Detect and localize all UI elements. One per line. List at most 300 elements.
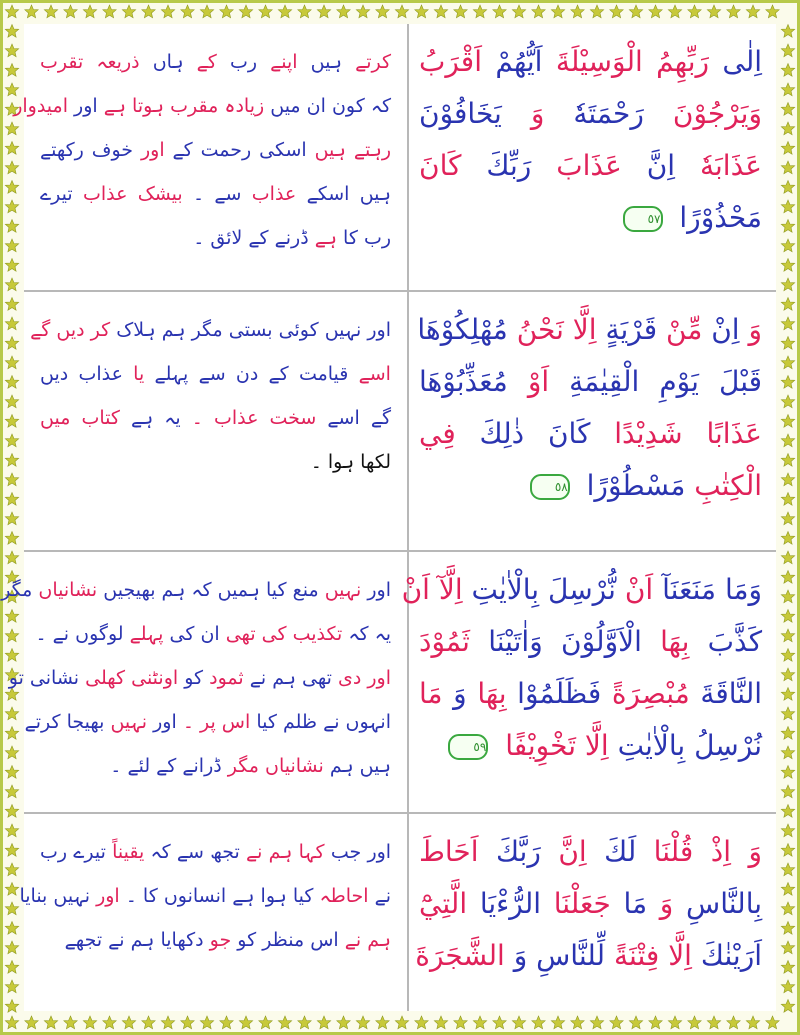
star-icon	[278, 5, 291, 18]
star-icon	[239, 5, 252, 18]
star-icon	[590, 5, 603, 18]
arabic-line	[419, 460, 762, 512]
arabic-line	[419, 304, 762, 356]
star-icon	[239, 1016, 252, 1029]
star-icon	[707, 1016, 720, 1029]
star-icon	[5, 239, 18, 252]
urdu-word: یا	[133, 363, 145, 385]
urdu-word: اس پر ۔	[182, 711, 251, 733]
urdu-word: میں	[40, 407, 71, 429]
star-icon	[5, 512, 18, 525]
urdu-word: اسکے	[306, 183, 350, 205]
star-icon	[781, 83, 794, 96]
arabic-word: النَّاقَةَ	[700, 677, 763, 710]
urdu-line	[40, 440, 391, 484]
star-icon	[629, 5, 642, 18]
urdu-word: احاطہ	[319, 885, 369, 907]
urdu-word: کے	[248, 227, 269, 249]
star-icon	[5, 200, 18, 213]
star-icon	[781, 668, 794, 681]
star-icon	[103, 5, 116, 18]
urdu-word: ہم	[367, 929, 391, 951]
urdu-word: نے	[245, 841, 263, 863]
star-icon	[781, 395, 794, 408]
star-icon	[5, 376, 18, 389]
urdu-word: اور	[367, 667, 391, 689]
star-icon	[781, 103, 794, 116]
star-icon	[781, 454, 794, 467]
arabic-word: الْقِيٰمَةِ	[569, 365, 640, 398]
star-icon	[5, 844, 18, 857]
star-icon	[298, 1016, 311, 1029]
urdu-word: تو	[8, 667, 24, 689]
urdu-word: اور	[140, 139, 165, 161]
star-icon	[781, 707, 794, 720]
urdu-word: ہیں	[314, 139, 346, 161]
urdu-word: ہم	[268, 841, 293, 863]
arabic-word: بِالْاٰيٰتِ	[617, 729, 686, 762]
urdu-word: بیشک	[137, 183, 183, 205]
arabic-word: مَنَعَنَآ	[662, 573, 717, 606]
star-icon	[83, 5, 96, 18]
star-icon	[5, 395, 18, 408]
star-icon	[5, 902, 18, 915]
star-icon	[781, 980, 794, 993]
urdu-line	[19, 874, 391, 918]
arabic-word: وَ	[748, 313, 762, 346]
urdu-word: ڈرنے	[274, 227, 309, 249]
urdu-word: لوگوں	[75, 623, 124, 645]
urdu-word: ہیں	[359, 183, 392, 205]
star-icon	[5, 766, 18, 779]
star-icon	[781, 922, 794, 935]
arabic-word: اِلَّآ	[438, 573, 463, 606]
urdu-word: تکذیب	[292, 623, 343, 645]
urdu-word: لکھا	[360, 451, 391, 473]
urdu-word: سے	[198, 363, 226, 385]
urdu-word: رب	[229, 51, 258, 73]
star-icon	[317, 1016, 330, 1029]
star-icon	[415, 5, 428, 18]
urdu-word: کہا	[298, 841, 325, 863]
urdu-word: ان	[306, 95, 326, 117]
arabic-word: اِذْ	[710, 835, 731, 868]
star-icon	[781, 883, 794, 896]
urdu-word: نے ۔	[35, 623, 70, 645]
urdu-word: اور	[367, 841, 392, 863]
star-icon	[25, 1016, 38, 1029]
urdu-line	[1, 568, 391, 612]
arabic-word: اِنَّ	[558, 835, 587, 868]
urdu-word: اپنے	[270, 51, 298, 73]
urdu-word: کی	[261, 623, 287, 645]
urdu-word: ہوتا ہے	[103, 95, 165, 117]
arabic-line	[419, 88, 762, 140]
star-icon	[473, 1016, 486, 1029]
urdu-word: ہیں	[310, 51, 342, 73]
urdu-line	[40, 918, 391, 962]
urdu-word: رب	[363, 227, 391, 249]
arabic-word: مَا	[419, 677, 443, 710]
arabic-line	[419, 616, 762, 668]
star-icon	[512, 5, 525, 18]
urdu-word: تقرب	[40, 51, 84, 73]
arabic-word: كَانَ	[547, 417, 591, 450]
star-icon	[103, 1016, 116, 1029]
urdu-word: کا	[343, 227, 358, 249]
arabic-word: رَبِّهِمُ	[656, 45, 710, 78]
urdu-word: قیامت	[298, 363, 349, 385]
urdu-line	[40, 744, 391, 788]
urdu-word: تیرے	[40, 183, 73, 205]
urdu-word: ہم	[130, 929, 155, 951]
urdu-word: ذریعہ	[96, 51, 140, 73]
urdu-word: رہتے	[353, 139, 392, 161]
star-icon	[298, 5, 311, 18]
urdu-word: یہ	[374, 623, 391, 645]
urdu-word: سے	[176, 841, 204, 863]
star-icon	[317, 5, 330, 18]
arabic-verse-cell	[401, 552, 776, 812]
arabic-word: قَبْلَ	[718, 365, 763, 398]
star-icon	[707, 5, 720, 18]
verse-table	[1, 24, 776, 1011]
urdu-word: کہ	[370, 95, 391, 117]
arabic-word: اَنْ	[401, 573, 430, 606]
star-icon	[5, 941, 18, 954]
star-icon	[83, 1016, 96, 1029]
urdu-word: پہلے	[129, 623, 164, 645]
ayah-number-ornament-icon: ٥٩	[448, 734, 488, 760]
urdu-word: کہ	[348, 623, 369, 645]
star-icon	[649, 5, 662, 18]
star-icon	[781, 25, 794, 38]
star-icon	[5, 863, 18, 876]
arabic-word: ثَمُوْدَ	[419, 625, 470, 658]
star-icon	[781, 844, 794, 857]
star-icon	[64, 5, 77, 18]
arabic-word: اِنَّ	[646, 149, 676, 182]
star-icon	[5, 727, 18, 740]
urdu-word: کرتے	[355, 51, 392, 73]
urdu-word: امیدوار	[13, 95, 68, 117]
star-icon	[590, 1016, 603, 1029]
star-icon	[781, 142, 794, 155]
urdu-word: کے	[172, 139, 193, 161]
star-icon	[5, 259, 18, 272]
urdu-word: کہ	[191, 579, 212, 601]
urdu-word: دی	[337, 667, 362, 689]
urdu-word: کتاب	[81, 407, 120, 429]
urdu-word: دکھایا	[160, 929, 204, 951]
arabic-line	[419, 668, 762, 720]
star-icon	[5, 415, 18, 428]
arabic-word: اِلَّا	[572, 313, 597, 346]
urdu-line	[40, 216, 391, 260]
arabic-word: ذٰلِكَ	[479, 417, 525, 450]
star-icon	[220, 5, 233, 18]
star-icon	[5, 142, 18, 155]
urdu-word: اور	[153, 711, 177, 733]
arabic-word: عَذَابًا	[706, 417, 762, 450]
urdu-word: ہم	[161, 319, 186, 341]
ayah-number-ornament-icon: ٥٨	[530, 474, 570, 500]
urdu-word: کو	[237, 929, 257, 951]
star-icon	[181, 5, 194, 18]
star-icon	[781, 766, 794, 779]
urdu-word: ہوا ۔	[310, 451, 355, 473]
arabic-word: وَ	[453, 677, 467, 710]
star-icon	[610, 5, 623, 18]
star-icon	[395, 5, 408, 18]
star-icon	[122, 5, 135, 18]
star-icon	[5, 298, 18, 311]
urdu-word: عذاب	[82, 183, 128, 205]
star-icon	[44, 5, 57, 18]
star-icon	[781, 122, 794, 135]
urdu-word: ہیں	[359, 755, 391, 777]
urdu-word: دیں	[40, 363, 69, 385]
urdu-word: رکھتے	[40, 139, 84, 161]
arabic-word: يَوْمِ	[659, 365, 699, 398]
urdu-word: مگر	[227, 755, 259, 777]
urdu-word: ہم	[272, 667, 296, 689]
urdu-word: رب	[40, 841, 68, 863]
arabic-verse-cell	[409, 24, 776, 290]
star-icon	[781, 629, 794, 642]
urdu-line	[40, 40, 391, 84]
urdu-word: نے	[374, 885, 391, 907]
arabic-word: اِلٰى	[722, 45, 763, 78]
arabic-word: الشَّجَرَةَ	[415, 939, 505, 972]
urdu-line	[24, 700, 391, 744]
star-icon	[5, 454, 18, 467]
arabic-word: مَسْطُوْرًا	[586, 469, 686, 502]
urdu-word: جو	[209, 929, 232, 951]
urdu-word: یقیناً	[112, 841, 145, 863]
star-icon	[5, 961, 18, 974]
urdu-word: تیرے	[73, 841, 106, 863]
urdu-word: نشانیاں	[38, 579, 98, 601]
arabic-word: لِّلنَّاسِ	[536, 939, 606, 972]
urdu-word: ہم	[329, 755, 354, 777]
urdu-word: دیں	[56, 319, 85, 341]
urdu-translation-cell	[24, 292, 407, 550]
urdu-word: ہوا ہے	[232, 885, 287, 907]
star-icon	[473, 5, 486, 18]
star-icon	[781, 512, 794, 525]
arabic-word: قُلْنَا	[653, 835, 694, 868]
star-icon	[337, 1016, 350, 1029]
arabic-word: بِالنَّاسِ	[686, 887, 763, 920]
star-icon	[781, 200, 794, 213]
arabic-word: الْاَوَّلُوْنَ	[561, 625, 642, 658]
arabic-word: شَدِيْدًا	[614, 417, 683, 450]
arabic-word: الْوَسِيْلَةَ	[555, 45, 643, 78]
star-icon	[551, 1016, 564, 1029]
arabic-word: بِهَا	[660, 625, 690, 658]
star-icon	[746, 1016, 759, 1029]
star-icon	[5, 181, 18, 194]
urdu-word: نشانی	[29, 667, 80, 689]
urdu-word: نہیں	[324, 319, 362, 341]
arabic-word: رَبِّكَ	[486, 149, 532, 182]
star-icon	[356, 1016, 369, 1029]
urdu-line	[13, 84, 391, 128]
urdu-translation-cell	[1, 552, 407, 812]
arabic-line	[415, 930, 762, 982]
urdu-word: منظر	[262, 929, 305, 951]
urdu-word: گے	[370, 407, 392, 429]
star-icon	[5, 434, 18, 447]
arabic-word: وَ	[530, 97, 545, 130]
arabic-word: فِي	[419, 417, 456, 450]
urdu-word: عذاب	[78, 363, 123, 385]
star-icon	[781, 571, 794, 584]
star-icon	[5, 493, 18, 506]
star-icon	[688, 1016, 701, 1029]
star-icon	[5, 64, 18, 77]
star-icon	[142, 1016, 155, 1029]
star-icon	[781, 610, 794, 623]
urdu-line	[40, 128, 391, 172]
star-icon	[5, 551, 18, 564]
arabic-word: اَرَيْنٰكَ	[700, 939, 762, 972]
star-icon	[376, 1016, 389, 1029]
urdu-word: ہے	[314, 227, 337, 249]
arabic-word: يَخَافُوْنَ	[419, 97, 502, 130]
star-icon	[781, 259, 794, 272]
arabic-word: اَوْ	[527, 365, 550, 398]
star-icon	[5, 25, 18, 38]
arabic-word: مُعَذِّبُوْهَا	[419, 365, 508, 398]
arabic-word: وَ	[659, 887, 674, 920]
star-icon	[434, 1016, 447, 1029]
urdu-word: کوئی	[278, 319, 319, 341]
urdu-line	[40, 352, 391, 396]
urdu-word: مقرب	[170, 95, 219, 117]
urdu-word: ہم	[161, 579, 186, 601]
urdu-word: تھی	[225, 623, 256, 645]
star-icon	[5, 707, 18, 720]
star-icon	[766, 5, 779, 18]
urdu-word: نے	[249, 667, 267, 689]
urdu-word: اور	[367, 579, 391, 601]
star-icon	[781, 863, 794, 876]
star-icon	[434, 5, 447, 18]
star-icon	[766, 1016, 779, 1029]
arabic-word: جَعَلْنَا	[553, 887, 611, 920]
urdu-word: کون	[331, 95, 365, 117]
star-icon	[142, 5, 155, 18]
arabic-line	[419, 36, 762, 88]
urdu-word: تجھے	[64, 929, 103, 951]
star-icon	[688, 5, 701, 18]
urdu-word: کیا	[265, 579, 287, 601]
urdu-line	[30, 308, 391, 352]
arabic-word: مَحْذُوْرًا	[679, 201, 762, 234]
arabic-word: بِهَا	[477, 677, 507, 710]
urdu-line	[40, 830, 391, 874]
urdu-word: نے	[108, 929, 125, 951]
urdu-word: زیادہ	[224, 95, 265, 117]
arabic-word: وَاٰتَيْنَا	[488, 625, 543, 658]
star-icon	[781, 961, 794, 974]
urdu-word: نے	[323, 711, 340, 733]
arabic-word: نَحْنُ	[516, 313, 564, 346]
urdu-word: تھی	[302, 667, 332, 689]
arabic-word: وَمَا	[724, 573, 762, 606]
urdu-word: کا ۔	[125, 885, 158, 907]
star-icon	[44, 1016, 57, 1029]
arabic-word: وَ	[513, 939, 528, 972]
star-icon	[781, 239, 794, 252]
urdu-translation-cell	[19, 814, 407, 1011]
star-icon	[5, 785, 18, 798]
star-icon	[512, 1016, 525, 1029]
urdu-word: انسانوں	[163, 885, 227, 907]
arabic-word: قَرْيَةٍ	[605, 313, 658, 346]
urdu-word: منع	[292, 579, 319, 601]
urdu-word: ان	[200, 623, 220, 645]
arabic-word: فِتْنَةً	[614, 939, 660, 972]
arabic-word: نُّرْسِلَ	[548, 573, 616, 606]
urdu-word: بھیجیں	[103, 579, 156, 601]
urdu-word: نہیں	[53, 885, 91, 907]
urdu-word: کے	[196, 51, 217, 73]
arabic-line	[419, 356, 762, 408]
star-icon	[781, 805, 794, 818]
star-icon	[5, 317, 18, 330]
star-icon	[781, 44, 794, 57]
urdu-word: اور	[367, 319, 391, 341]
star-icon	[454, 1016, 467, 1029]
arabic-word: رَحْمَتَهٗ	[573, 97, 644, 130]
arabic-word: اَنْ	[624, 573, 654, 606]
urdu-word: ہمیں	[217, 579, 260, 601]
star-icon	[5, 1016, 18, 1029]
star-icon	[493, 1016, 506, 1029]
star-icon	[5, 883, 18, 896]
star-icon	[25, 5, 38, 18]
arabic-verse-cell	[409, 292, 776, 550]
star-icon	[781, 161, 794, 174]
star-icon	[161, 5, 174, 18]
urdu-word: کر	[90, 319, 111, 341]
arabic-word: لَكَ	[604, 835, 637, 868]
star-icon	[5, 1000, 18, 1013]
arabic-word: عَذَابَهٗ	[700, 149, 762, 182]
star-icon	[781, 590, 794, 603]
urdu-word: کے	[268, 363, 289, 385]
star-icon	[64, 1016, 77, 1029]
star-icon	[551, 5, 564, 18]
urdu-word: انہوں	[345, 711, 391, 733]
urdu-line	[40, 396, 391, 440]
star-icon	[5, 629, 18, 642]
star-icon	[356, 5, 369, 18]
arabic-word: فَظَلَمُوْا	[517, 677, 602, 710]
star-icon	[532, 1016, 545, 1029]
star-icon	[781, 337, 794, 350]
arabic-word: اَيُّهُمْ	[495, 45, 543, 78]
urdu-word: کو	[184, 667, 204, 689]
star-icon	[200, 5, 213, 18]
arabic-word: اِنْ	[711, 313, 740, 346]
urdu-word: کیا	[256, 711, 277, 733]
star-icon	[610, 1016, 623, 1029]
urdu-word: پہلے	[154, 363, 189, 385]
